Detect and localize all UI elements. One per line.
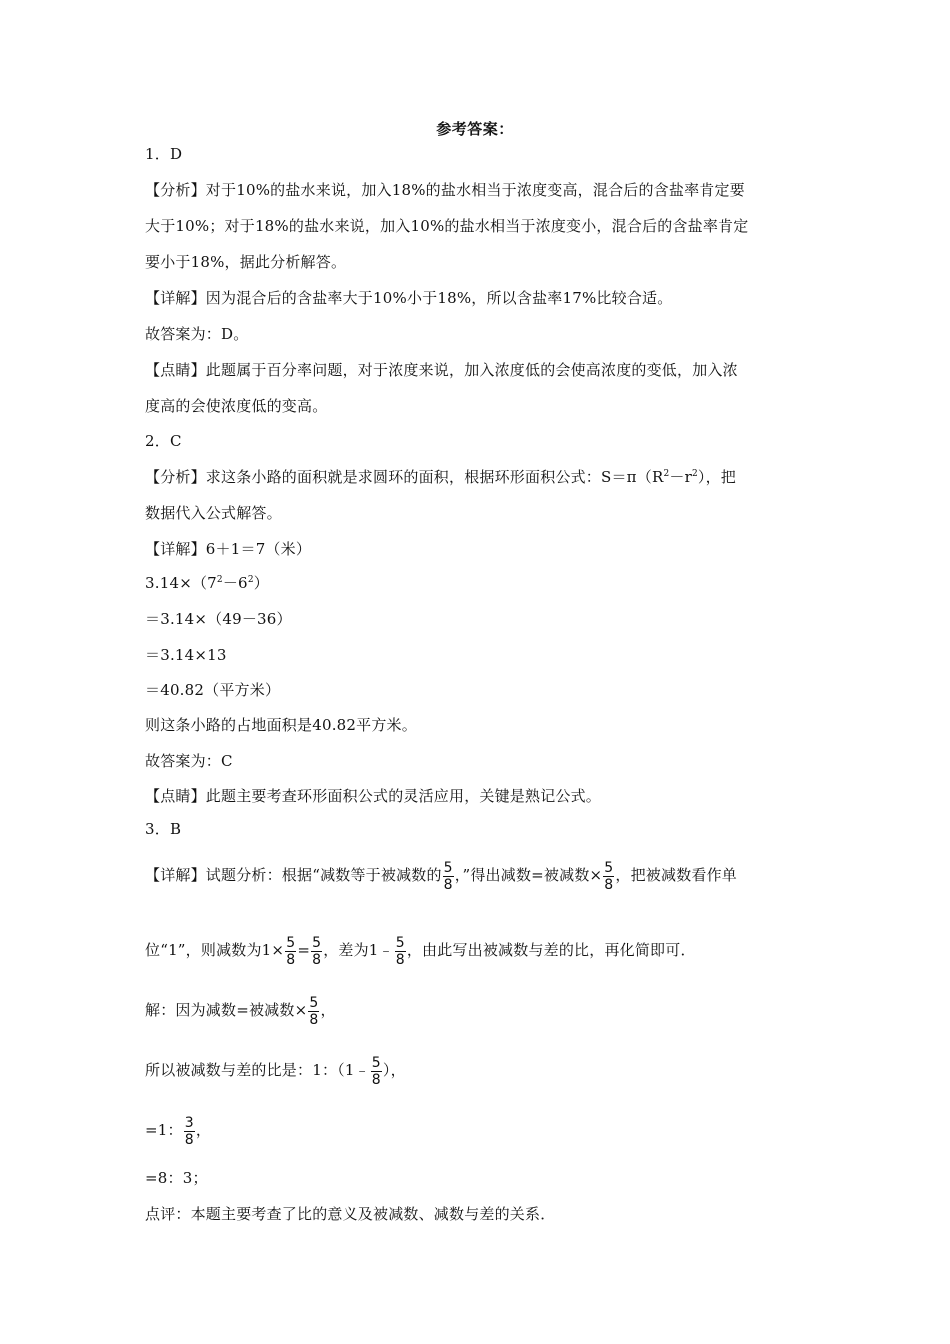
q3-line2-text-c: ，差为1﹣ <box>323 941 394 959</box>
fraction-numerator: 5 <box>286 934 296 951</box>
q3-line2-text-b: = <box>297 941 311 959</box>
fraction-denominator: 8 <box>604 876 614 893</box>
fraction-numerator: 5 <box>371 1054 381 1071</box>
fraction-numerator: 5 <box>443 859 453 876</box>
q1-analysis-line1: 【分析】对于10%的盐水来说，加入18%的盐水相当于浓度变高，混合后的含盐率肯定要 <box>145 181 745 199</box>
q3-line1-text-a: 【详解】试题分析：根据“减数等于被减数的 <box>145 866 442 884</box>
q2-result: 则这条小路的占地面积是40.82平方米。 <box>145 716 417 734</box>
q3-solution-line1 <box>145 985 336 1035</box>
fraction-five-eighths <box>395 935 406 968</box>
q2-analysis-exponent-1: 2 <box>663 469 670 479</box>
q2-calc-line4: ＝40.82（平方米） <box>145 681 281 699</box>
fraction-denominator: 8 <box>371 1071 381 1088</box>
q3-line1-text-b: ，”得出减数=被减数× <box>454 866 603 884</box>
q3-solution-line2 <box>145 1045 406 1095</box>
page-title: 参考答案： <box>436 120 514 138</box>
q1-detail: 【详解】因为混合后的含盐率大于10%小于18%，所以含盐率17%比较合适。 <box>145 289 673 307</box>
q2-calc-line1 <box>145 573 269 593</box>
q3-detail-line2 <box>145 925 696 975</box>
fraction-five-eighths <box>603 860 614 893</box>
fraction-denominator: 8 <box>443 876 453 893</box>
q2-analysis-text-b: －r <box>669 468 692 486</box>
q3-line4-text-a: 所以被减数与差的比是：1：（1﹣ <box>145 1061 370 1079</box>
q1-comment-line1: 【点睛】此题属于百分率问题，对于浓度来说，加入浓度低的会使高浓度的变低，加入浓 <box>145 361 738 379</box>
q2-calc-exponent-2: 2 <box>247 575 254 585</box>
fraction-five-eighths <box>311 935 322 968</box>
fraction-five-eighths <box>443 860 454 893</box>
q3-line5-text-b: ， <box>195 1121 212 1139</box>
q2-analysis-exponent-2: 2 <box>691 469 698 479</box>
q3-solution-line3 <box>145 1105 211 1155</box>
q2-analysis-line2: 数据代入公式解答。 <box>145 504 282 522</box>
q3-solution-line4: =8：3； <box>145 1169 208 1187</box>
fraction-denominator: 8 <box>395 951 405 968</box>
fraction-five-eighths <box>308 995 319 1028</box>
fraction-numerator: 5 <box>309 994 319 1011</box>
fraction-denominator: 8 <box>309 1011 319 1028</box>
fraction-five-eighths <box>371 1055 382 1088</box>
fraction-numerator: 3 <box>184 1114 194 1131</box>
q3-line4-text-b: ）， <box>382 1061 406 1079</box>
q1-answer: 故答案为：D。 <box>145 325 249 343</box>
q2-heading: 2．C <box>145 432 182 450</box>
q2-calc-exponent-1: 2 <box>216 575 223 585</box>
q2-analysis-line1 <box>145 467 736 487</box>
fraction-numerator: 5 <box>604 859 614 876</box>
q3-line2-text-a: 位“1”，则减数为1× <box>145 941 285 959</box>
q3-line2-text-d: ，由此写出被减数与差的比，再化简即可． <box>406 941 696 959</box>
q1-analysis-line2: 大于10%；对于18%的盐水来说，加入10%的盐水相当于浓度变小，混合后的含盐率肯定 <box>145 217 749 235</box>
fraction-denominator: 8 <box>184 1131 194 1148</box>
fraction-five-eighths <box>285 935 296 968</box>
q2-detail-line1: 【详解】6＋1＝7（米） <box>145 540 312 558</box>
q2-analysis-text-c: ），把 <box>697 468 736 486</box>
q2-calc-text-c: ） <box>253 574 269 592</box>
q3-line5-text-a: =1： <box>145 1121 183 1139</box>
fraction-denominator: 8 <box>286 951 296 968</box>
q2-comment: 【点睛】此题主要考查环形面积公式的灵活应用，关键是熟记公式。 <box>145 787 602 805</box>
q3-detail-line1 <box>145 850 737 900</box>
q2-calc-line3: ＝3.14×13 <box>145 646 227 664</box>
q3-line1-text-c: ，把被减数看作单 <box>615 866 738 884</box>
q3-line3-text-a: 解：因为减数=被减数× <box>145 1001 308 1019</box>
fraction-denominator: 8 <box>312 951 322 968</box>
fraction-three-eighths <box>184 1115 195 1148</box>
q2-analysis-text-a: 【分析】求这条小路的面积就是求圆环的面积，根据环形面积公式：S＝π（R <box>145 468 664 486</box>
q2-calc-text-b: －6 <box>222 574 248 592</box>
q3-line3-text-b: ， <box>320 1001 336 1019</box>
fraction-numerator: 5 <box>395 934 405 951</box>
q3-heading: 3．B <box>145 820 182 838</box>
q2-answer: 故答案为：C <box>145 752 233 770</box>
q1-analysis-line3: 要小于18%，据此分析解答。 <box>145 253 347 271</box>
q2-calc-line2: ＝3.14×（49－36） <box>145 610 292 628</box>
q1-heading: 1．D <box>145 145 183 163</box>
q2-calc-text-a: 3.14×（7 <box>145 574 217 592</box>
q3-review: 点评：本题主要考查了比的意义及被减数、减数与差的关系． <box>145 1205 556 1223</box>
fraction-numerator: 5 <box>312 934 322 951</box>
q1-comment-line2: 度高的会使浓度低的变高。 <box>145 397 328 415</box>
